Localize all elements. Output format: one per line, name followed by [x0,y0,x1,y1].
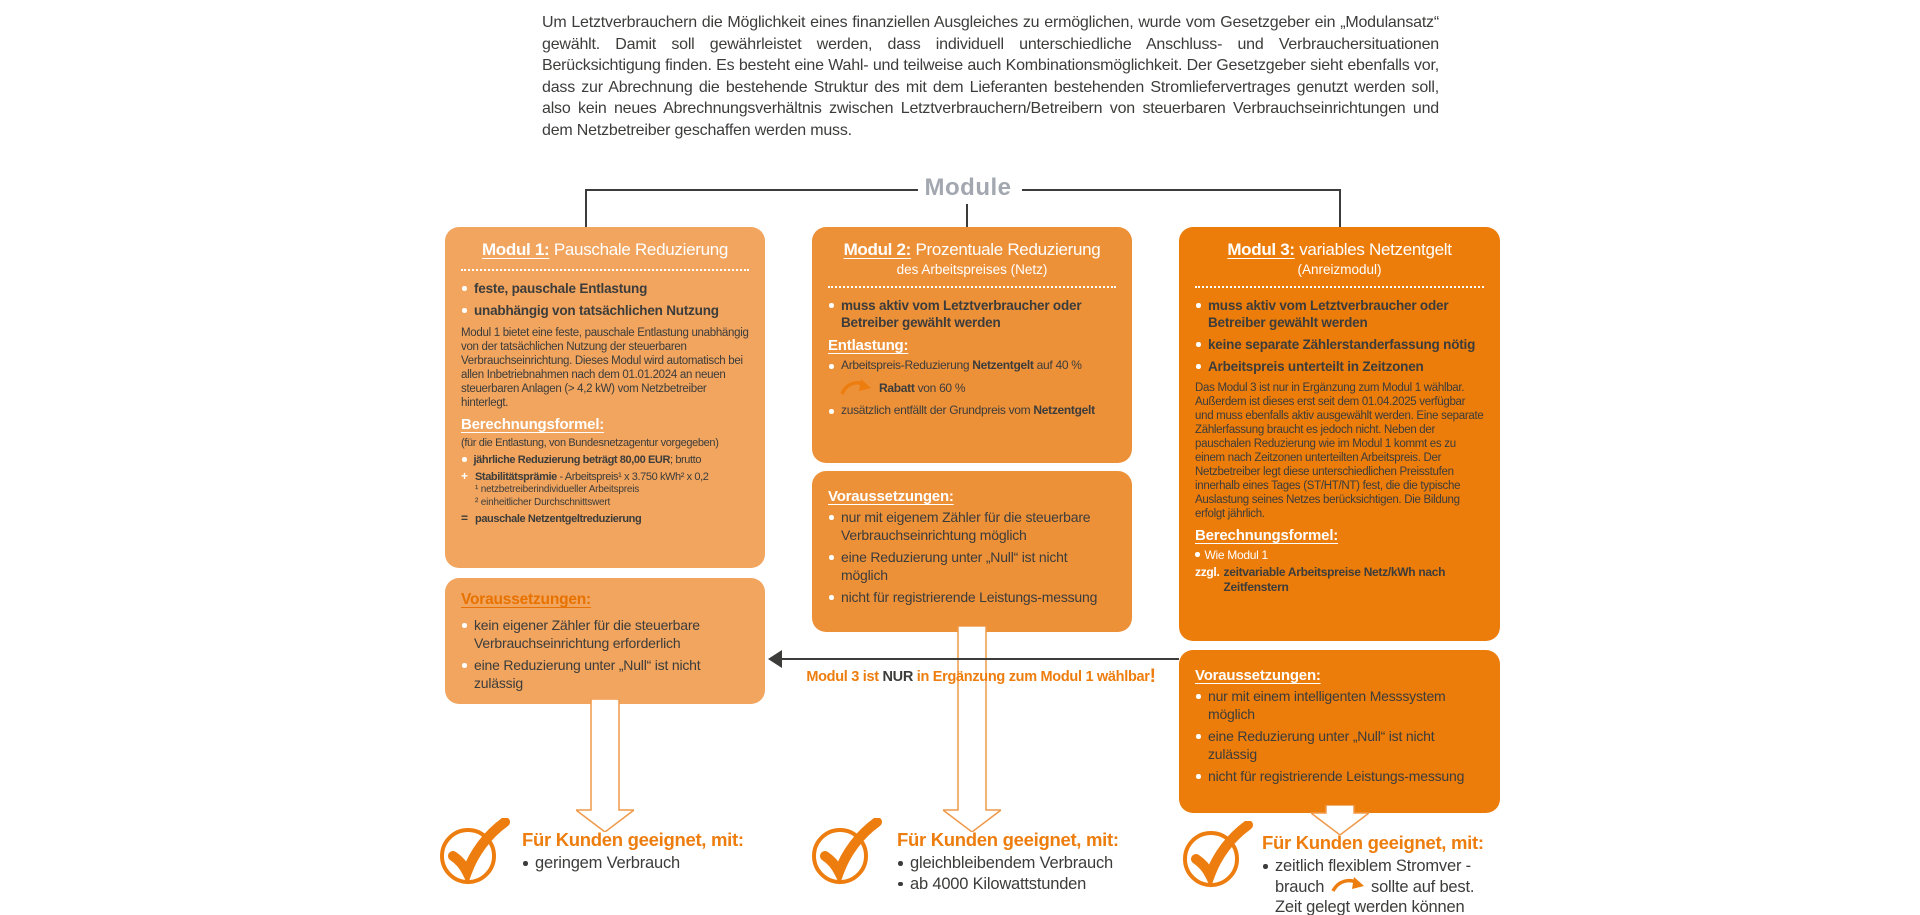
module2-title-rest: Prozentuale Reduzierung [911,240,1101,259]
note-arrow-line [781,658,1179,660]
checkmark-circle-icon [810,818,882,886]
dotted-divider [461,269,749,271]
formula-line [461,512,749,526]
equals-sign: = [461,511,468,525]
module1-description: Modul 1 bietet eine feste, pauschale Entlastung unabhängig von der tatsächlichen Nutzung der steuerbaren Verbrauchseinrichtung. Dieses Modul wird automatisch bei allen Inbetriebnahmen nach dem 01.01.2024 an neuen steuerbaren Anlagen (> 4,2 kW) vom Netzbetreiber hinterlegt. [461,327,749,409]
suitability-item: gleichbleibendem Verbrauch [897,853,1197,874]
suitability-line2-post: sollte auf best. [1366,877,1475,896]
relief-item [828,358,1116,373]
bullet-item: Arbeitspreis unterteilt in Zeitzonen [1195,358,1484,375]
formula-text: Wie Modul 1 [1204,548,1268,562]
formula-line [461,453,749,467]
module3-prereq-list [1195,688,1484,786]
note-nur: NUR [882,669,914,685]
module1-bullet-list [461,280,749,319]
formula-text [475,470,709,509]
module2-relief-heading: Entlastung: [828,337,909,354]
suitability-module2 [897,829,1197,894]
module3-prereq-heading: Voraussetzungen: [1195,667,1321,684]
bullet-item: muss aktiv vom Letztverbraucher oder Betreiber gewählt werden [828,297,1116,331]
module2-subtitle: des Arbeitspreises (Netz) [896,262,1048,277]
formula-text [474,453,702,467]
module1-prereq-list [461,617,749,692]
module2-prereq-list [828,509,1116,607]
curved-arrow-icon [1331,877,1365,895]
module1-box [445,227,765,568]
module3-title-rest: variables Netzentgelt [1294,240,1452,259]
dotted-divider [828,286,1116,288]
formula-bold: pauschale Netzentgeltreduzierung [475,513,642,525]
module1-prereq-box [445,578,765,704]
note-text [781,666,1181,688]
tree-label: Module [924,174,1012,201]
module1-title-bold: Modul 1: [481,240,550,259]
bullet-item: keine separate Zählerstanderfassung nötig [1195,336,1484,353]
module3-title [1195,240,1484,260]
relief-pre: Arbeitspreis-Reduzierung [841,358,973,372]
note-post: in Ergänzung zum Modul 1 wählbar [913,669,1150,685]
module1-title [461,240,749,260]
rabatt-line [828,378,1116,398]
module2-title-bold: Modul 2: [843,240,912,259]
checkmark-circle-icon [438,818,510,886]
prereq-item: nur mit einem intelligenten Messsystem möglich [1195,688,1484,723]
relief-post: auf 40 % [1033,358,1082,372]
module2-bullet-list [828,297,1116,331]
suitability-list [1262,856,1562,915]
suitability-list [897,853,1197,894]
rabatt-bold: Rabatt [879,381,915,395]
module2-prereq-box [812,471,1132,632]
bullet-item: feste, pauschale Entlastung [461,280,749,297]
module3-prereq-box [1179,650,1500,813]
relief-bold: Netzentgelt [972,358,1034,372]
note-pre: Modul 3 ist [806,669,883,685]
module2-prereq-heading: Voraussetzungen: [828,488,954,505]
prereq-item: nicht für registrierende Leistungs-messung [1195,768,1484,786]
suitability-item [1262,856,1562,915]
prereq-item: kein eigener Zähler für die steuerbare Verbrauchseinrichtung erforderlich [461,617,749,652]
module3-box [1179,227,1500,641]
checkmark-circle-icon [1181,821,1253,889]
note-arrowhead-icon [768,650,782,668]
suitability-heading: Für Kunden geeignet, mit: [1262,832,1484,853]
zzgl-label: zzgl. [1195,565,1220,579]
bullet-item: muss aktiv vom Letztverbraucher oder Betreiber gewählt werden [1195,297,1484,331]
formula-rest: - Arbeitspreis¹ x 3.750 kWh² x 0,2 [556,471,709,483]
connector-line-left [585,189,918,191]
suitability-item: ab 4000 Kilowattstunden [897,874,1197,895]
prereq-item: eine Reduzierung unter „Null“ ist nicht möglich [828,549,1116,584]
module3-title-bold: Modul 3: [1227,240,1295,259]
connector-drop-module1 [585,189,587,227]
formula-footnote: ² einheitlicher Durchschnittswert [475,496,611,508]
module3-bullet-list [1195,297,1484,375]
suitability-line3: Zeit gelegt werden können [1275,898,1465,915]
rabatt-rest: von 60 % [914,381,966,395]
suitability-module3 [1262,832,1562,915]
prereq-item: eine Reduzierung unter „Null“ ist nicht zulässig [461,657,749,692]
module3-formula-heading: Berechnungsformel: [1195,527,1339,544]
down-arrow-module1 [576,699,634,832]
formula-bold: Stabilitätsprämie [475,471,557,483]
module3-description: Das Modul 3 ist nur in Ergänzung zum Modul 1 wählbar. Außerdem ist dieses erst seit dem 01.04.2025 verfügbar und muss ebenfalls aktiv ausgewählt werden. Eine separate Zählerfassung braucht es jedoch nicht. Neben der pauschalen Reduzierung wie im Modul 1 kommt es zu einem nach Zeitzonen unterteilten Arbeitspreis. Der Netzbetreiber legt diese unterschiedlichen Preisstufen innerhalb eines Tages (ST/HT/NT) fest, die die typische Auslastung seines Netzes berücksichtigen. Die Bildung erfolgt jährlich. [1195,382,1484,520]
relief-pre: zusätzlich entfällt der Grundpreis vom [841,403,1034,417]
suitability-list [522,853,822,874]
formula-line [1195,548,1484,562]
module1-formula-heading: Berechnungsformel: [461,416,605,433]
module1-prereq-heading: Voraussetzungen: [461,591,592,608]
suitability-module1 [522,829,822,874]
zzgl-text: zeitvariable Arbeitspreise Netz/kWh nach Zeitfenstern [1223,565,1446,594]
module3-subtitle: (Anreizmodul) [1297,262,1382,277]
formula-footnote: ¹ netzbetreiberindividueller Arbeitspreis [475,484,640,495]
formula-bold: jährliche Reduzierung beträgt 80,00 EUR [473,454,671,466]
suitability-item: geringem Verbrauch [522,853,822,874]
suitability-line2-pre: brauch [1275,877,1329,896]
down-arrow-module2 [943,626,1001,832]
curved-arrow-icon [840,378,872,398]
bullet-dot [1195,552,1200,557]
formula-line [461,470,749,509]
suitability-line1: zeitlich flexiblem Stromver - [1275,857,1471,875]
plus-sign: + [461,469,468,483]
module2-box [812,227,1132,463]
module1-title-rest: Pauschale Reduzierung [549,240,729,259]
relief-item [828,403,1116,418]
suitability-heading: Für Kunden geeignet, mit: [522,829,744,850]
suitability-heading: Für Kunden geeignet, mit: [897,829,1119,850]
bullet-item: unabhängig von tatsächlichen Nutzung [461,302,749,319]
module2-title [828,240,1116,260]
connector-drop-module2 [966,204,968,227]
module1-formula-note: (für die Entlastung, von Bundesnetzagentur vorgegeben) [461,437,719,449]
connector-drop-module3 [1339,189,1341,227]
module2-relief-list [828,358,1116,373]
prereq-item: nur mit eigenem Zähler für die steuerbare Verbrauchseinrichtung möglich [828,509,1116,544]
formula-rest: ; brutto [670,454,702,466]
prereq-item: eine Reduzierung unter „Null“ ist nicht zulässig [1195,728,1484,763]
dotted-divider [1195,286,1484,288]
down-arrow-module3 [1311,805,1369,835]
module2-relief-list2 [828,403,1116,418]
rabatt-text [879,381,965,395]
relief-bold: Netzentgelt [1033,403,1095,417]
intro-paragraph: Um Letztverbrauchern die Möglichkeit eines finanziellen Ausgleiches zu ermöglichen, wurde vom Gesetzgeber ein „Modulansatz“ gewählt. Damit soll gewährleistet werden, dass individuell unterschiedliche Anschluss- und Verbrauchersituationen Berücksichtigung finden. Es besteht eine Wahl- und teilweise auch Kombinationsmöglichkeit. Der Gesetzgeber sieht ebenfalls vor, dass zur Abrechnung die bestehende Struktur des mit dem Lieferanten bestehenden Stromliefervertrages genutzt werden soll, also kein neues Abrechnungsverhältnis zwischen Letztverbrauchern/Betreibern von steuerbaren Verbrauchseinrichtungen und dem Netzbetreiber geschaffen werden muss. [542,14,1439,139]
zzgl-line [1195,565,1484,595]
bullet-dot [462,457,467,462]
note-bang: ! [1149,666,1156,687]
formula-text [475,512,641,526]
prereq-item: nicht für registrierende Leistungs-messung [828,589,1116,607]
connector-line-right [1022,189,1341,191]
